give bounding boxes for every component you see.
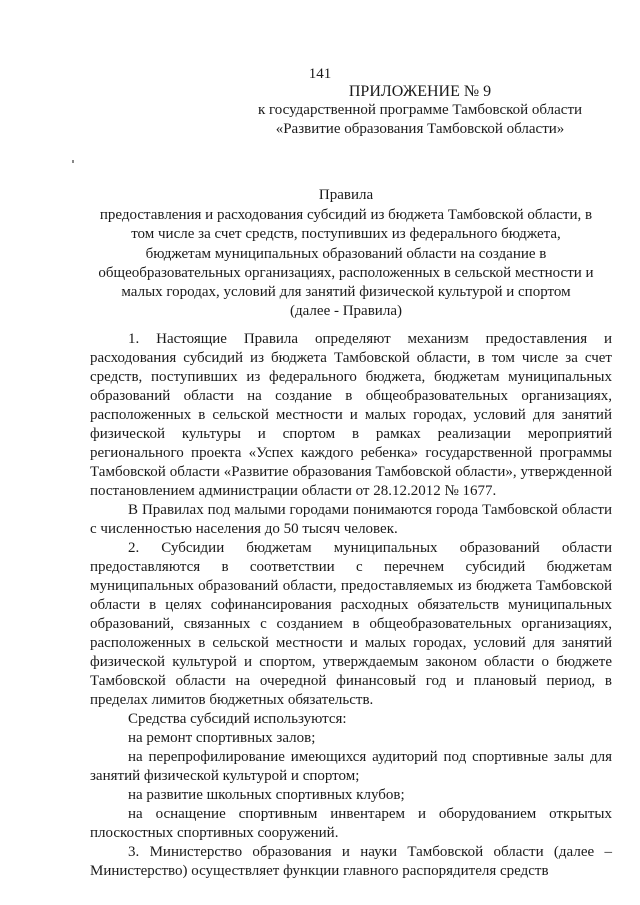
paragraph-small-towns: В Правилах под малыми городами понимаются города Тамбовской области с численностью населения до 50 тысяч человек. <box>90 502 612 537</box>
list-item: на оснащение спортивным инвентарем и оборудованием открытых плоскостных спортивных сооружений. <box>90 806 612 841</box>
page-number: 141 <box>308 66 332 82</box>
document-title-block <box>80 186 612 321</box>
title-line: том числе за счет средств, поступивших из федерального бюджета, <box>131 226 561 243</box>
title-line: бюджетам муниципальных образований области на создание в <box>145 245 547 262</box>
list-item: на ремонт спортивных залов; <box>128 730 316 746</box>
appendix-header <box>240 82 600 139</box>
list-item: на развитие школьных спортивных клубов; <box>128 787 405 803</box>
paragraph-2: 2. Субсидии бюджетам муниципальных образований области предоставляются в соответствии с перечнем субсидий бюджетам муниципальных образований области, предоставляемых из бюджета Тамбовской области в целях софинансирования расходных обязательств муниципальных образований, связанных с созданием в общеобразовательных организациях, расположенных в сельской местности и малых городах, условий для занятий физической культурой и спортом, утверждаемым законом области о бюджете Тамбовской области на очередной финансовый год и плановый период, в пределах лимитов бюджетных обязательств. <box>90 540 612 708</box>
document-body <box>90 330 612 881</box>
title-line: предоставления и расходования субсидий из бюджета Тамбовской области, в <box>99 207 593 224</box>
appendix-title: ПРИЛОЖЕНИЕ № 9 <box>348 83 492 100</box>
paragraph-3: 3. Министерство образования и науки Тамбовской области (далее – Министерство) осуществляет функции главного распорядителя средств <box>90 844 612 879</box>
paragraph-1: 1. Настоящие Правила определяют механизм предоставления и расходования субсидий из бюджета Тамбовской области, в том числе за счет средств, поступивших из федерального бюджета, бюджетам муниципальных образований области на создание в общеобразовательных организациях, расположенных в сельской местности и малых городах, условий для занятий физической культуры и спортом в рамках реализации мероприятий регионального проекта «Успех каждого ребенка» государственной программы Тамбовской области «Развитие образования Тамбовской области», утвержденной постановлением администрации области от 28.12.2012 № 1677. <box>90 331 612 499</box>
appendix-line-2: «Развитие образования Тамбовской области» <box>275 121 565 137</box>
scan-mark <box>72 160 74 163</box>
document-heading: Правила <box>318 187 374 203</box>
paragraph-usage-intro: Средства субсидий используются: <box>128 711 347 727</box>
title-line: (далее - Правила) <box>290 303 402 320</box>
list-item: на перепрофилирование имеющихся аудиторий под спортивные залы для занятий физической культурой и спортом; <box>90 749 612 784</box>
appendix-line-1: к государственной программе Тамбовской области <box>257 102 583 118</box>
title-line: общеобразовательных организациях, расположенных в сельской местности и <box>98 264 594 281</box>
title-line: малых городах, условий для занятий физической культурой и спортом <box>121 284 571 301</box>
